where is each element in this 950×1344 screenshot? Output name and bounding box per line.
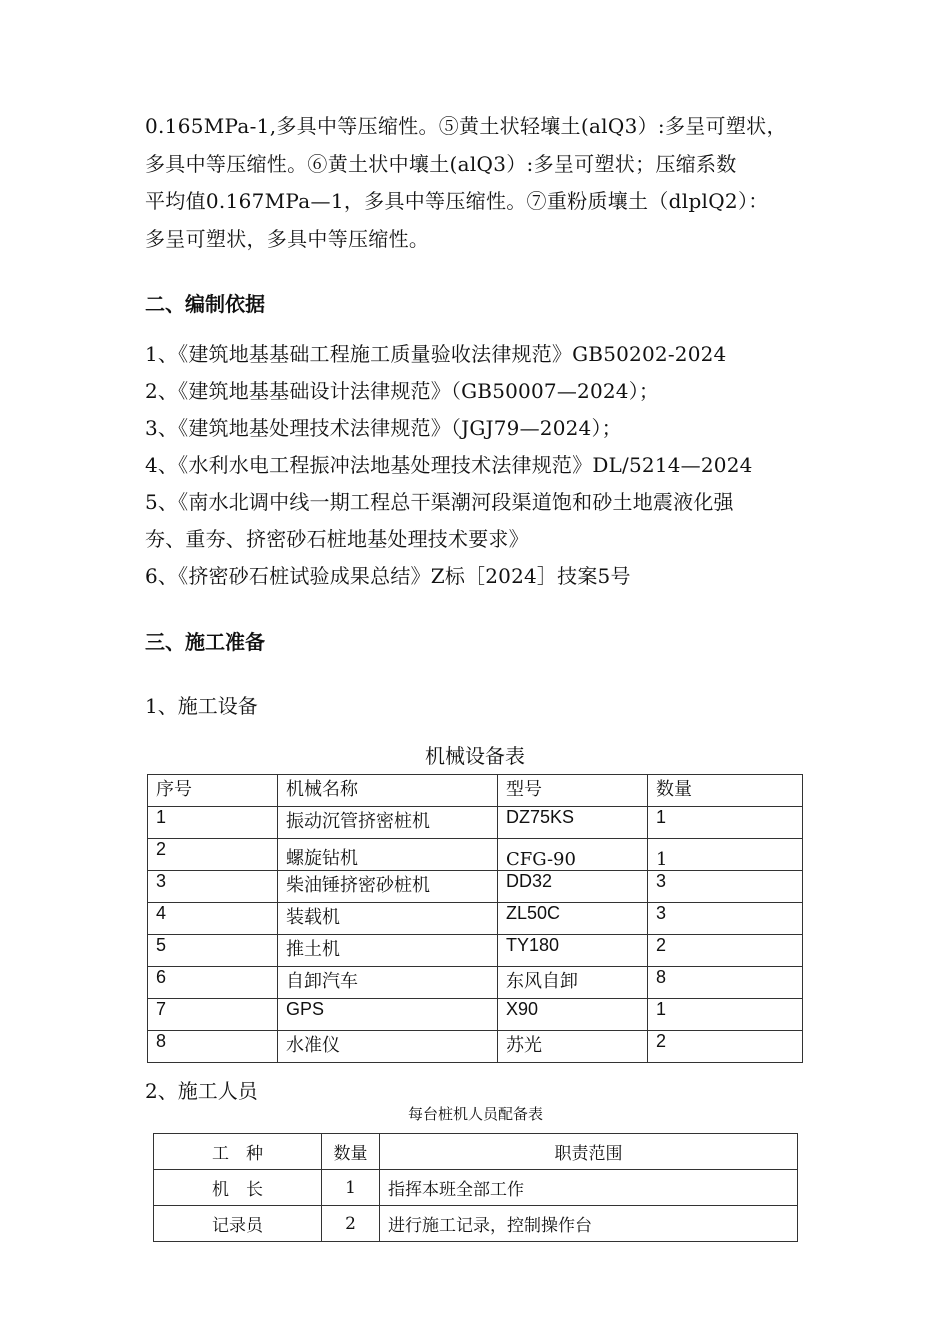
- table-header-row: [154, 1134, 798, 1170]
- header-cell: 序号: [148, 775, 278, 807]
- table-cell: 记录员: [154, 1206, 322, 1242]
- header-cell: 职责范围: [380, 1134, 798, 1170]
- table-row: [148, 967, 803, 999]
- table-row: [148, 871, 803, 903]
- basis-item: 1、《建筑地基基础工程施工质量验收法律规范》GB50202-2024: [145, 342, 727, 366]
- intro-line: 多具中等压缩性。⑥黄土状中壤土(alQ3）:多呈可塑状；压缩系数: [145, 151, 737, 176]
- basis-list: [145, 336, 825, 595]
- intro-line: 0.165MPa-1,多具中等压缩性。⑤黄土状轻壤土(alQ3）:多呈可塑状，: [145, 114, 787, 138]
- table-row: [148, 903, 803, 935]
- staff-table: [153, 1133, 798, 1242]
- table-cell: 装载机: [278, 903, 498, 935]
- table-cell: 机 长: [154, 1170, 322, 1206]
- basis-item: 2、《建筑地基基础设计法律规范》（GB50007—2024）；: [145, 379, 660, 403]
- table-cell: 1: [648, 999, 803, 1031]
- table-cell: 6: [148, 967, 278, 999]
- table-cell: 7: [148, 999, 278, 1031]
- table-cell: 指挥本班全部工作: [380, 1170, 798, 1206]
- equipment-table: [147, 774, 803, 1063]
- table-cell: 1: [648, 839, 803, 871]
- table-cell: TY180: [498, 935, 648, 967]
- table-cell: 螺旋钻机: [278, 839, 498, 871]
- basis-item: 4、《水利水电工程振冲法地基处理技术法律规范》DL/5214—2024: [145, 453, 753, 477]
- table-cell: 8: [148, 1031, 278, 1063]
- table-row: [148, 839, 803, 871]
- header-cell: 型号: [498, 775, 648, 807]
- table-cell: 2: [148, 839, 278, 871]
- table-cell: DD32: [498, 871, 648, 903]
- table-row: [148, 807, 803, 839]
- header-cell: 机械名称: [278, 775, 498, 807]
- table-cell: 1: [148, 807, 278, 839]
- table-cell: 3: [648, 903, 803, 935]
- subsection-equipment: 1、施工设备: [145, 694, 258, 718]
- table-cell: 振动沉管挤密桩机: [278, 807, 498, 839]
- section-heading-preparation: 三、施工准备: [145, 630, 265, 654]
- intro-line: 平均值0.167MPa—1，多具中等压缩性。⑦重粉质壤土（dlplQ2）：: [145, 189, 769, 213]
- table-cell: 1: [322, 1170, 380, 1206]
- table-cell: 苏光: [498, 1031, 648, 1063]
- table-cell: GPS: [278, 999, 498, 1031]
- table-cell: 2: [322, 1206, 380, 1242]
- intro-line: 多呈可塑状，多具中等压缩性。: [145, 226, 430, 251]
- section-heading-basis: 二、编制依据: [145, 292, 265, 316]
- table-cell: 柴油锤挤密砂桩机: [278, 871, 498, 903]
- table-cell: 推土机: [278, 935, 498, 967]
- header-cell: 工 种: [154, 1134, 322, 1170]
- staff-table-caption: 每台桩机人员配备表: [407, 1105, 543, 1123]
- basis-item: 6、《挤密砂石桩试验成果总结》Z标［2024］技案5号: [145, 564, 631, 588]
- table-row: [148, 999, 803, 1031]
- basis-item: 5、《南水北调中线一期工程总干渠潮河段渠道饱和砂土地震液化强: [145, 490, 734, 514]
- table-cell: 8: [648, 967, 803, 999]
- table-cell: 2: [648, 1031, 803, 1063]
- header-cell: 数量: [648, 775, 803, 807]
- table-cell: 2: [648, 935, 803, 967]
- table-cell: DZ75KS: [498, 807, 648, 839]
- table-cell: CFG-90: [498, 839, 648, 871]
- subsection-personnel: 2、施工人员: [145, 1079, 258, 1103]
- header-cell: 数量: [322, 1134, 380, 1170]
- table-cell: 5: [148, 935, 278, 967]
- intro-paragraph: [145, 108, 825, 258]
- table-cell: 水准仪: [278, 1031, 498, 1063]
- table-header-row: [148, 775, 803, 807]
- table-cell: 3: [148, 871, 278, 903]
- table-row: [154, 1206, 798, 1242]
- table-cell: X90: [498, 999, 648, 1031]
- table-cell: 3: [648, 871, 803, 903]
- table-cell: 1: [648, 807, 803, 839]
- table-cell: ZL50C: [498, 903, 648, 935]
- equipment-table-caption: 机械设备表: [425, 744, 525, 768]
- table-row: [154, 1170, 798, 1206]
- table-cell: 进行施工记录，控制操作台: [380, 1206, 798, 1242]
- basis-item: 3、《建筑地基处理技术法律规范》（JGJ79—2024）；: [145, 416, 622, 440]
- table-row: [148, 1031, 803, 1063]
- table-cell: 自卸汽车: [278, 967, 498, 999]
- table-cell: 4: [148, 903, 278, 935]
- basis-item: 夯、重夯、挤密砂石桩地基处理技术要求》: [145, 527, 529, 551]
- table-cell: 东风自卸: [498, 967, 648, 999]
- table-row: [148, 935, 803, 967]
